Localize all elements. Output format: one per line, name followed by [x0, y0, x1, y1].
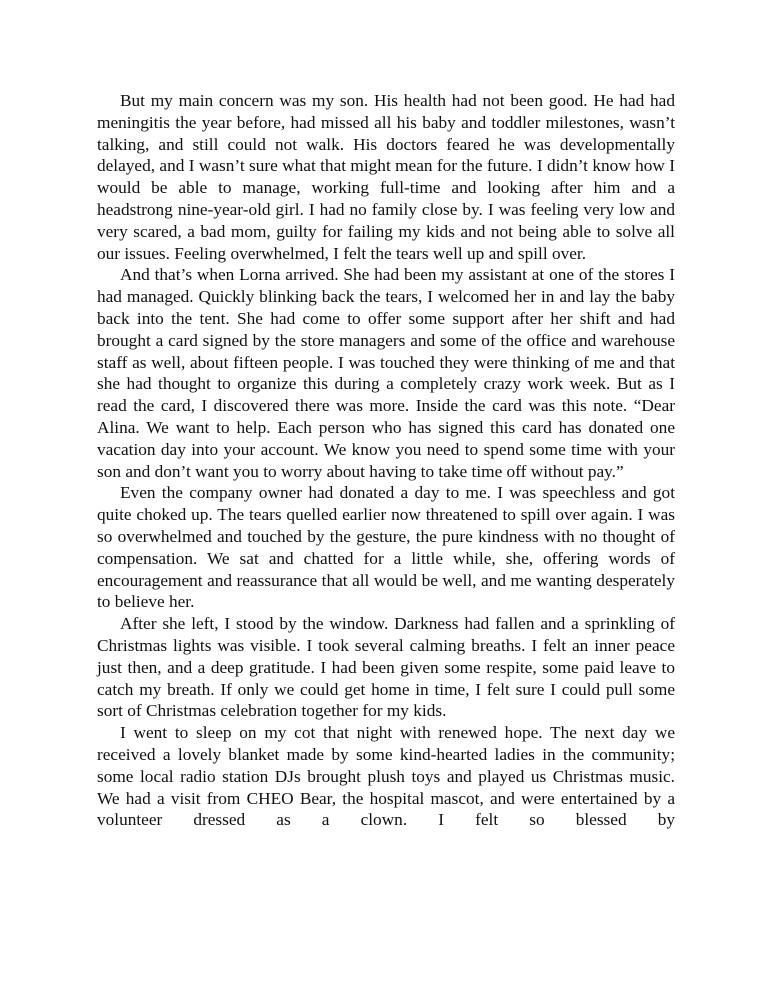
paragraph: I went to sleep on my cot that night with renewed hope. The next day we received a lovely blanket made by some kind-hearted ladies in the community; some local radio station DJs brought plush toys and played us Christmas music. We had a visit from CHEO Bear, the hospital mascot, and were entertained by a volunteer dressed as a clown. I felt so blessed by: [97, 723, 675, 830]
paragraph: And that’s when Lorna arrived. She had been my assistant at one of the stores I had managed. Quickly blinking back the tears, I welcomed her in and lay the baby back into the tent. She had come to offer some support after her shift and had brought a card signed by the store managers and some of the office and warehouse staff as well, about fifteen people. I was touched they were thinking of me and that she had thought to organize this during a completely crazy work week. But as I read the card, I discovered there was more. Inside the card was this note. “Dear Alina. We want to help. Each person who has signed this card has donated one vacation day into your account. We know you need to spend some time with your son and don’t want you to worry about having to take time off without pay.”: [97, 265, 675, 481]
document-page: [97, 90, 675, 831]
paragraph: Even the company owner had donated a day to me. I was speechless and got quite choked up. The tears quelled earlier now threatened to spill over again. I was so overwhelmed and touched by the gesture, the pure kindness with no thought of compensation. We sat and chatted for a little while, she, offering words of encouragement and reassurance that all would be well, and me wanting desperately to believe her.: [97, 483, 675, 612]
paragraph: But my main concern was my son. His health had not been good. He had had meningitis the year before, had missed all his baby and toddler milestones, wasn’t talking, and still could not walk. His doctors feared he was developmentally delayed, and I wasn’t sure what that might mean for the future. I didn’t know how I would be able to manage, working full-time and looking after him and a headstrong nine-year-old girl. I had no family close by. I was feeling very low and very scared, a bad mom, guilty for failing my kids and not being able to solve all our issues. Feeling overwhelmed, I felt the tears well up and spill over.: [97, 91, 675, 263]
paragraph: After she left, I stood by the window. Darkness had fallen and a sprinkling of Christmas lights was visible. I took several calming breaths. I felt an inner peace just then, and a deep gratitude. I had been given some respite, some paid leave to catch my breath. If only we could get home in time, I felt sure I could pull some sort of Christmas celebration together for my kids.: [97, 614, 675, 721]
